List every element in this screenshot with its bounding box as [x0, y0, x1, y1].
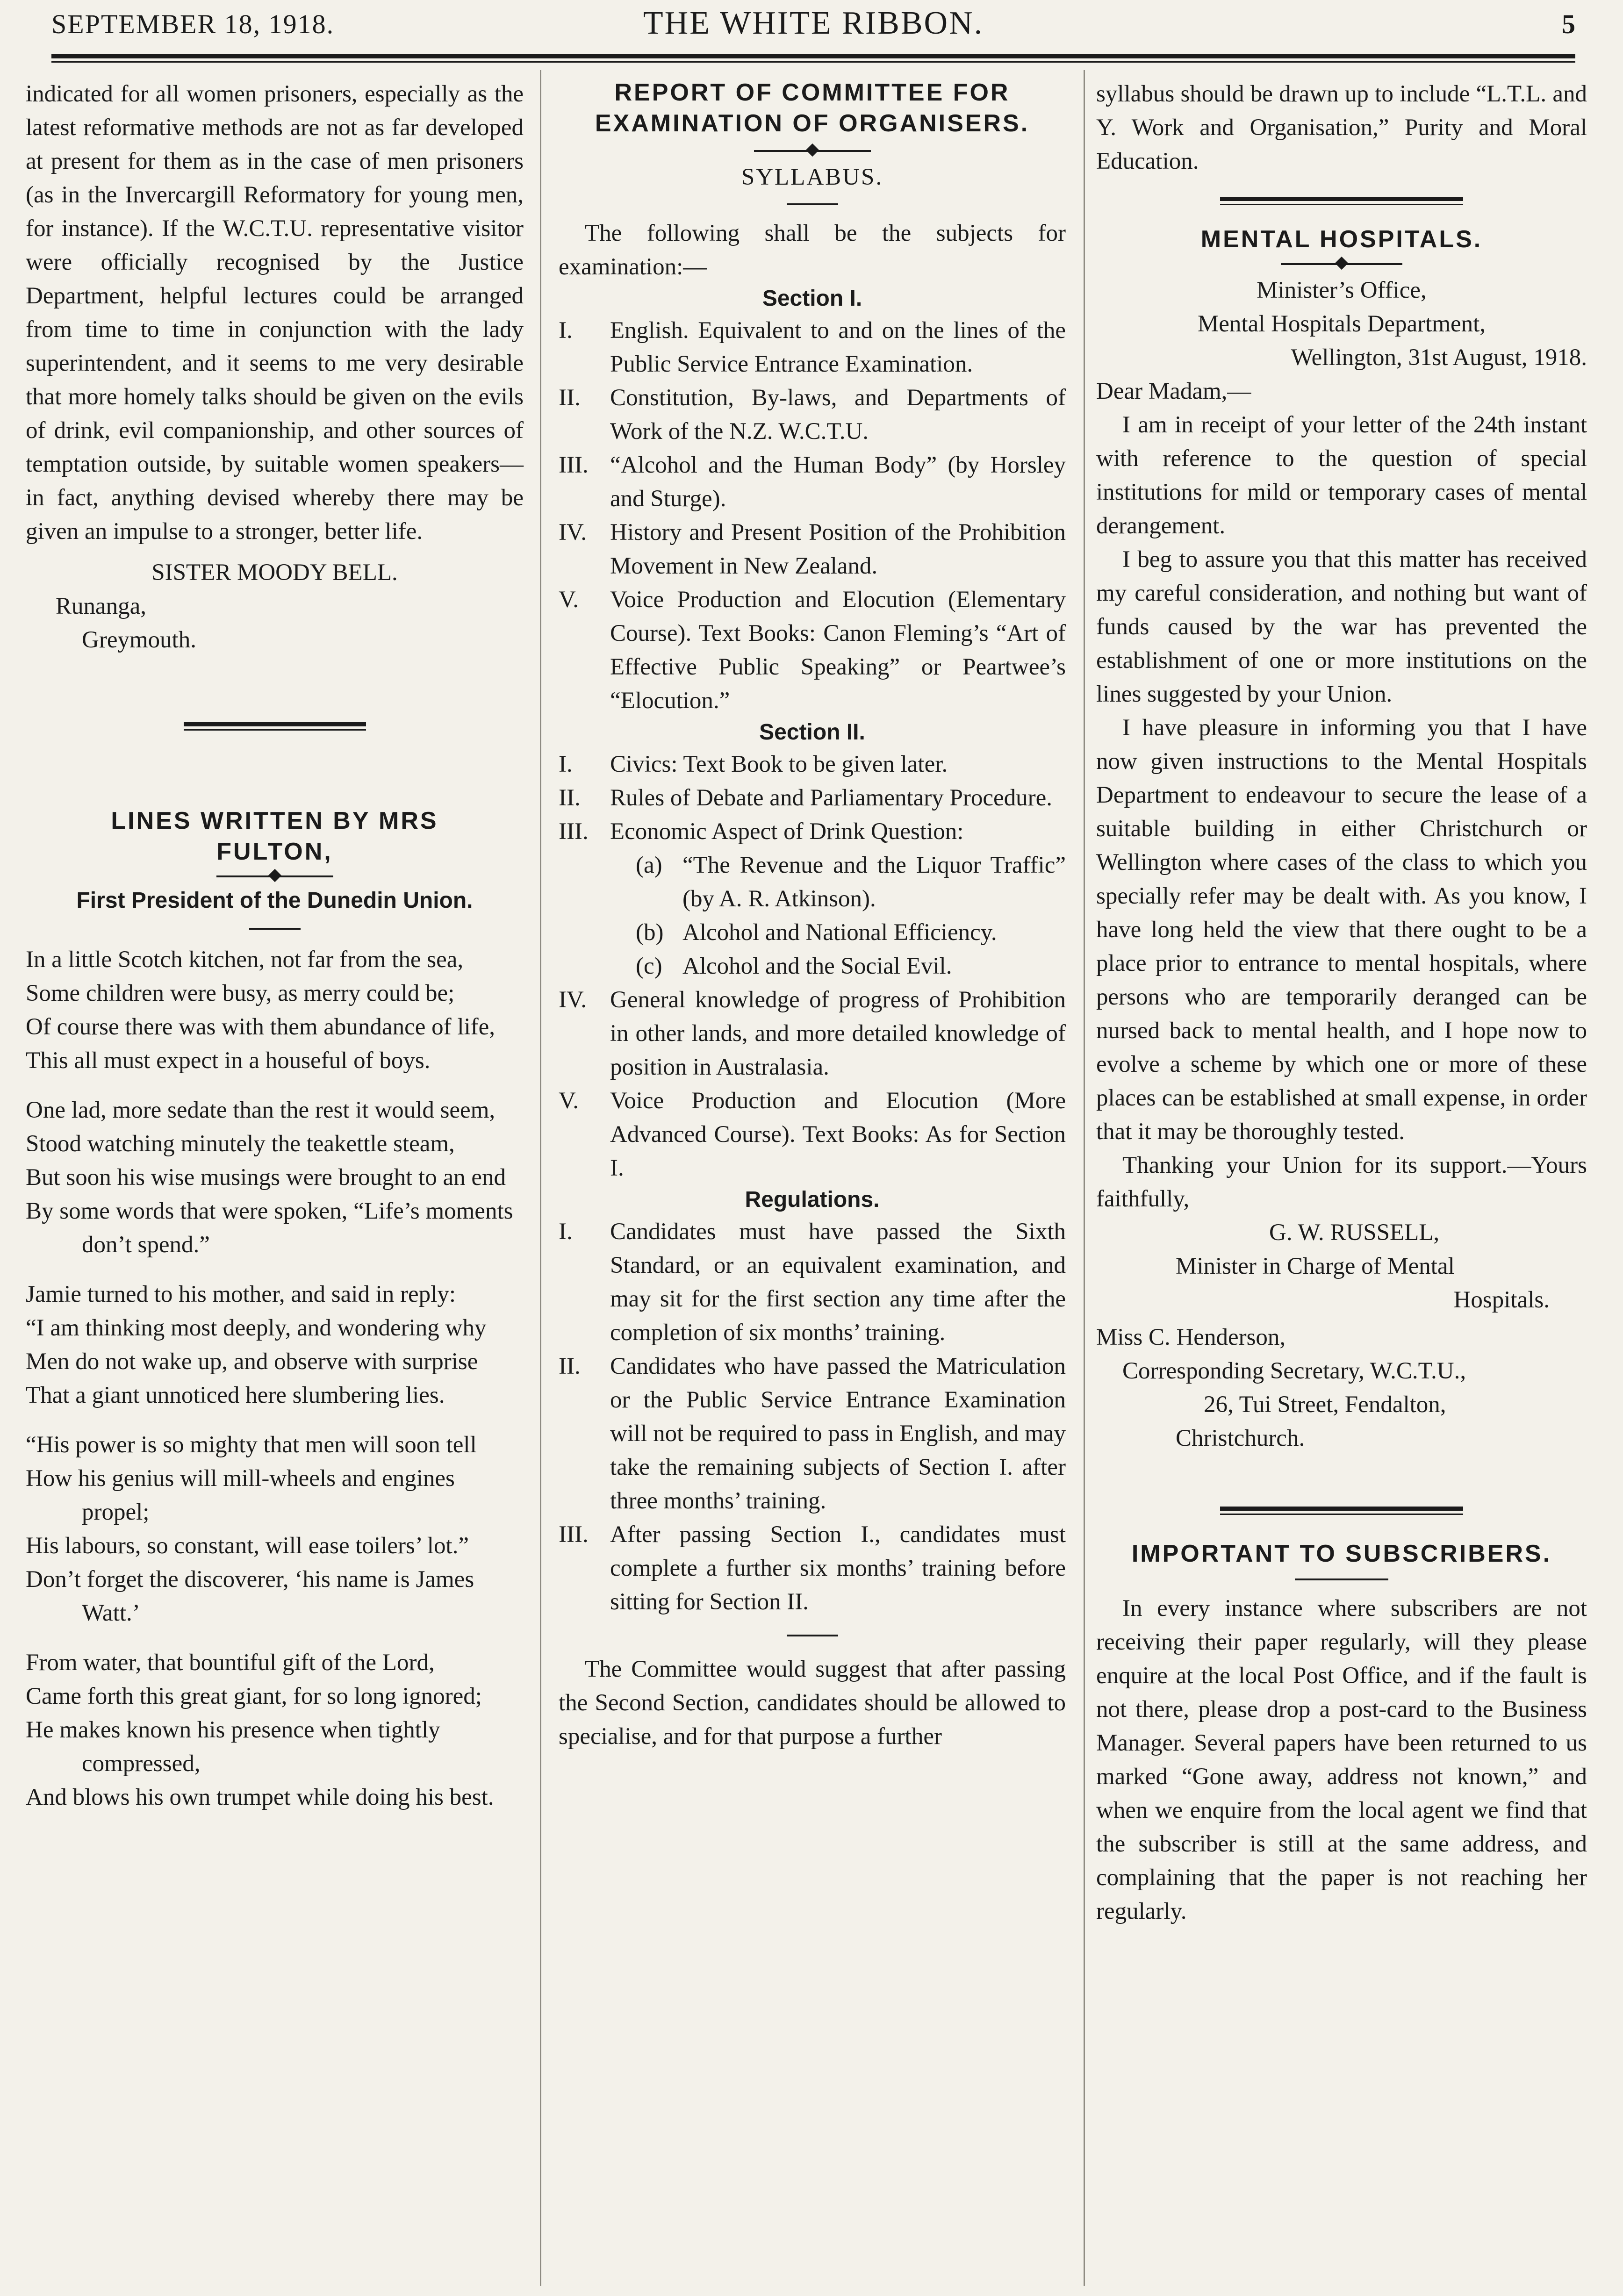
newspaper-title: THE WHITE RIBBON. — [643, 5, 984, 41]
recipient-line-4: Christchurch. — [1176, 1425, 1305, 1451]
item-text: Rules of Debate and Parliamentary Procedure. — [610, 785, 1052, 811]
item-text: General knowledge of progress of Prohibition in other lands, and more detailed knowledge of position in Australasia. — [610, 987, 1066, 1080]
poem-line: Jamie turned to his mother, and said in reply: — [26, 1281, 456, 1307]
mental-hospitals-heading: MENTAL HOSPITALS. — [1200, 226, 1483, 253]
item-text: Constitution, By-laws, and Departments of Work of the N.Z. W.C.T.U. — [610, 385, 1066, 445]
letter-paragraph: I am in receipt of your letter of the 24th instant with reference to the question of special institutions for mild or temporary cases of mental derangement. — [1096, 412, 1587, 539]
column-1 — [26, 77, 524, 1830]
item-number: II. — [559, 1353, 581, 1379]
signer-title-1: Minister in Charge of Mental — [1176, 1253, 1455, 1279]
poem-line: And blows his own trumpet while doing his best. — [26, 1784, 494, 1810]
item-number: (a) — [636, 852, 662, 878]
list-item — [559, 583, 1066, 718]
poem-line: This all must expect in a houseful of boys. — [26, 1048, 431, 1074]
item-number: III. — [559, 452, 589, 478]
section-2-list-continued — [559, 983, 1066, 1185]
diamond-divider — [1281, 258, 1402, 270]
masthead-rule-thick — [51, 54, 1575, 58]
item-text: Voice Production and Elocution (More Advanced Course). Text Books: As for Section I. — [610, 1088, 1066, 1181]
subscribers-heading: IMPORTANT TO SUBSCRIBERS. — [1131, 1540, 1552, 1567]
letter-paragraph: I beg to assure you that this matter has received my careful consideration, and nothing but want of funds caused by the war has prevented the establishment of one or more institutions on the lines suggested by your Union. — [1096, 546, 1587, 707]
subscribers-paragraph: In every instance where subscribers are not receiving their paper regularly, will they please enquire at the local Post Office, and if the fault is not there, please drop a post-card to the Business Manager. Several papers have been returned to us marked “Gone away, address not known,” and when we enquire from the local agent we find that the subscriber is still at the same address, and complaining that the paper is not reaching her regularly. — [1096, 1595, 1587, 1924]
item-number: (b) — [636, 919, 664, 946]
short-rule — [787, 1635, 838, 1636]
item-text: After passing Section I., candidates must complete a further six months’ training before sitting for Section II. — [610, 1521, 1066, 1615]
signer-name: G. W. RUSSELL, — [1269, 1220, 1440, 1246]
item-text: Civics: Text Book to be given later. — [610, 751, 948, 777]
diamond-divider — [216, 871, 333, 882]
list-item — [559, 381, 1066, 448]
list-item — [559, 1084, 1066, 1185]
column-2 — [559, 77, 1066, 1753]
item-number: (c) — [636, 953, 662, 979]
item-number: III. — [559, 818, 589, 845]
committee-closing: The Committee would suggest that after passing the Second Section, candidates should be allowed to specialise, and for that purpose a further — [559, 1656, 1066, 1750]
prison-letter-paragraph: indicated for all women prisoners, especially as the latest reformative methods are not as far developed at present for them as in the case of men prisoners (as in the Invercargill Reformatory for young men, for instance). If the W.C.T.U. representative visitor were officially recognised by the Justice Department, helpful lectures could be arranged from time to time in conjunction with the lady superintendent, and it seems to me very desirable that more homely talks should be given on the evils of drink, evil companionship, and other sources of temptation outside, by suitable women speakers—in fact, anything devised whereby there may be given an impulse to a stronger, better life. — [26, 81, 524, 545]
item-text: English. Equivalent to and on the lines of the Public Service Entrance Examination. — [610, 317, 1066, 377]
poem-line: In a little Scotch kitchen, not far from the sea, — [26, 947, 464, 973]
column-divider-2 — [1084, 70, 1085, 2286]
item-text: Voice Production and Elocution (Elementary Course). Text Books: Canon Fleming’s “Art of Effective Public Speaking” or Peartwee’s “Elocution.” — [610, 587, 1066, 714]
section-2-sublist — [559, 848, 1066, 983]
poem-line: One lad, more sedate than the rest it would seem, — [26, 1097, 496, 1123]
section-divider — [1220, 197, 1463, 205]
syllabus-label: SYLLABUS. — [741, 164, 883, 190]
item-text: Alcohol and the Social Evil. — [682, 953, 952, 979]
section-1-list — [559, 314, 1066, 718]
item-number: IV. — [559, 987, 587, 1013]
recipient-line-3: 26, Tui Street, Fendalton, — [1204, 1392, 1446, 1418]
item-text: History and Present Position of the Prohibition Movement in New Zealand. — [610, 519, 1066, 579]
item-number: IV. — [559, 519, 587, 545]
poem-line: That a giant unnoticed here slumbering lies. — [26, 1382, 445, 1408]
list-item — [559, 1349, 1066, 1518]
poem-line: Stood watching minutely the teakettle steam, — [26, 1131, 455, 1157]
regulations-list — [559, 1215, 1066, 1619]
list-item — [636, 916, 1066, 949]
salutation: Dear Madam,— — [1096, 378, 1251, 404]
item-number: I. — [559, 1219, 573, 1245]
committee-report-heading: REPORT OF COMMITTEE FOR EXAMINATION OF ORGANISERS. — [595, 79, 1030, 137]
list-item — [559, 448, 1066, 516]
item-number: I. — [559, 317, 573, 344]
item-text: Candidates must have passed the Sixth Standard, or an equivalent examination, and may sit for the first section any time after the completion of six months’ training. — [610, 1219, 1066, 1346]
list-item — [559, 1215, 1066, 1349]
list-item — [559, 516, 1066, 583]
letter-paragraph: Thanking your Union for its support.—Yours faithfully, — [1096, 1152, 1587, 1212]
list-item — [559, 983, 1066, 1084]
list-item — [636, 949, 1066, 983]
short-rule — [249, 928, 301, 930]
poem-line: Came forth this great giant, for so long ignored; — [26, 1683, 482, 1709]
poem-line: Men do not wake up, and observe with surprise — [26, 1349, 478, 1375]
section-2-list — [559, 747, 1066, 848]
poem-stanza — [26, 1646, 524, 1814]
masthead-rule-thin — [51, 61, 1575, 63]
poem-stanza — [26, 1093, 524, 1262]
item-text: “The Revenue and the Liquor Traffic” (by A. R. Atkinson). — [682, 852, 1066, 912]
poem-line: But soon his wise musings were brought to an end — [26, 1164, 506, 1191]
poem-line: How his genius will mill-wheels and engines propel; — [26, 1465, 455, 1525]
poem-line: His labours, so constant, will ease toilers’ lot.” — [26, 1533, 469, 1559]
issue-date: SEPTEMBER 18, 1918. — [51, 9, 335, 39]
item-text: Economic Aspect of Drink Question: — [610, 818, 964, 845]
letter-place-2: Greymouth. — [82, 627, 197, 653]
item-number: V. — [559, 1088, 579, 1114]
poem-line: From water, that bountiful gift of the Lord, — [26, 1650, 435, 1676]
item-number: III. — [559, 1521, 589, 1548]
short-rule — [1295, 1578, 1388, 1580]
poem-line: Some children were busy, as merry could be; — [26, 980, 455, 1006]
address-line-2: Mental Hospitals Department, — [1197, 311, 1486, 337]
column-3 — [1096, 77, 1587, 1928]
signer-title-2: Hospitals. — [1453, 1287, 1550, 1313]
poem-title: LINES WRITTEN BY MRS FULTON, — [111, 807, 438, 865]
letter-paragraph: I have pleasure in informing you that I have now given instructions to the Mental Hospitals Department to endeavour to secure the lease of a suitable building in either Christchurch or Wellington where cases of the class to which you specially refer may be dealt with. As you know, I have long held the view that there ought to be a place prior to entrance to mental hospitals, where persons who are temporarily deranged can be nursed back to mental health, and I hope now to evolve a scheme by which one or more of these places can be established at small expense, in order that it may be thoroughly tested. — [1096, 715, 1587, 1145]
poem-subtitle: First President of the Dunedin Union. — [76, 888, 473, 913]
section-2-label: Section II. — [759, 720, 865, 745]
poem-stanza — [26, 1277, 524, 1412]
poem-line: By some words that were spoken, “Life’s moments don’t spend.” — [26, 1198, 513, 1258]
section-divider — [1220, 1507, 1463, 1515]
address-line-3: Wellington, 31st August, 1918. — [1291, 344, 1587, 371]
list-item — [559, 1518, 1066, 1619]
letter-signature: SISTER MOODY BELL. — [151, 560, 398, 586]
regulations-label: Regulations. — [745, 1187, 880, 1212]
short-rule — [787, 203, 838, 205]
item-number: V. — [559, 587, 579, 613]
syllabus-continuation: syllabus should be drawn up to include “L.T.L. and Y. Work and Organisation,” Purity and Moral Education. — [1096, 81, 1587, 174]
poem-line: “His power is so mighty that men will soon tell — [26, 1432, 477, 1458]
recipient-line-1: Miss C. Henderson, — [1096, 1324, 1286, 1350]
address-line-1: Minister’s Office, — [1257, 277, 1427, 303]
poem-line: “I am thinking most deeply, and wondering why — [26, 1315, 487, 1341]
poem-line: He makes known his presence when tightly compressed, — [26, 1717, 440, 1777]
poem-body — [26, 943, 524, 1814]
poem-line: Don’t forget the discoverer, ‘his name is James Watt.’ — [26, 1566, 474, 1626]
section-divider — [184, 722, 366, 731]
item-number: I. — [559, 751, 573, 777]
recipient-line-2: Corresponding Secretary, W.C.T.U., — [1122, 1358, 1466, 1384]
column-divider-1 — [540, 70, 541, 2286]
item-text: “Alcohol and the Human Body” (by Horsley and Sturge). — [610, 452, 1066, 512]
masthead — [51, 5, 1575, 51]
diamond-divider — [754, 145, 871, 157]
item-number: II. — [559, 385, 581, 411]
list-item — [559, 815, 1066, 848]
list-item — [636, 848, 1066, 916]
letter-place-1: Runanga, — [56, 593, 147, 619]
poem-stanza — [26, 1428, 524, 1630]
item-text: Alcohol and National Efficiency. — [682, 919, 997, 946]
page-number: 5 — [1562, 9, 1575, 39]
mental-hospitals-letter — [1096, 408, 1587, 1216]
section-1-label: Section I. — [762, 286, 862, 311]
list-item — [559, 314, 1066, 381]
list-item — [559, 747, 1066, 781]
poem-line: Of course there was with them abundance of life, — [26, 1014, 496, 1040]
syllabus-intro: The following shall be the subjects for examination:— — [559, 220, 1066, 280]
poem-stanza — [26, 943, 524, 1077]
list-item — [559, 781, 1066, 815]
item-number: II. — [559, 785, 581, 811]
item-text: Candidates who have passed the Matriculation or the Public Service Entrance Examination will not be required to pass in English, and may take the remaining subjects of Section I. after three months’ training. — [610, 1353, 1066, 1514]
